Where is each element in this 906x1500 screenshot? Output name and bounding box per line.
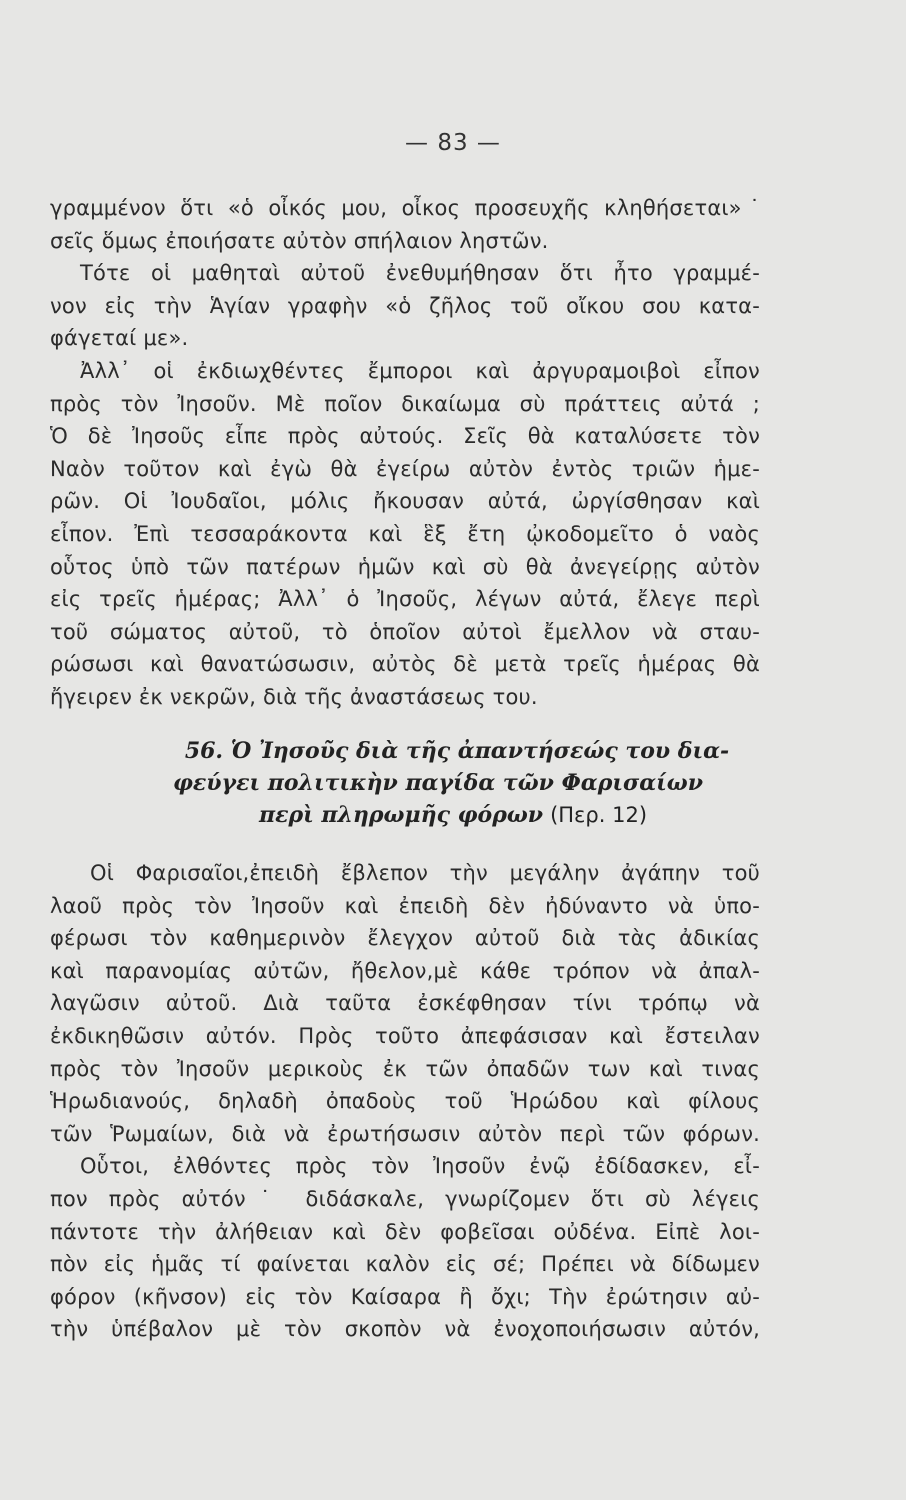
text-line: φέρωσι τὸν καθημερινὸν ἔλεγχον αὐτοῦ διὰ τὰς ἀδικίας bbox=[50, 926, 760, 951]
text-line: ἤγειρεν ἐκ νεκρῶν, διὰ τῆς ἀναστάσεως του. bbox=[50, 684, 538, 709]
page-number: — 83 — bbox=[405, 130, 501, 156]
text-line: Ναὸν τοῦτον καὶ ἐγὼ θὰ ἐγείρω αὐτὸν ἐντὸς τριῶν ἡμε- bbox=[50, 456, 760, 481]
section-heading bbox=[0, 735, 906, 832]
text-line: σεῖς ὅμως ἐποιήσατε αὐτὸν σπήλαιον ληστῶν. bbox=[50, 228, 549, 253]
text-line: πὸν εἰς ἡμᾶς τί φαίνεται καλὸν εἰς σέ; Πρέπει νὰ δίδωμεν bbox=[50, 1252, 760, 1277]
text-line: Ἀλλ᾽ οἱ ἐκδιωχθέντες ἔμποροι καὶ ἀργυραμοιβοὶ εἶπον bbox=[80, 358, 760, 383]
text-line: καὶ παρανομίας αὐτῶν, ἤθελον,μὲ κάθε τρόπον νὰ ἀπαλ- bbox=[50, 958, 760, 983]
text-line: λαοῦ πρὸς τὸν Ἰησοῦν καὶ ἐπειδὴ δὲν ἠδύναντο νὰ ὑπο- bbox=[50, 893, 760, 918]
text-line: γραμμένον ὅτι «ὁ οἶκός μου, οἶκος προσευχῆς κληθήσεται»˙ bbox=[50, 196, 760, 220]
section-heading-line: 56. Ὁ Ἰησοῦς διὰ τῆς ἀπαντήσεώς του δια- bbox=[184, 738, 730, 764]
text-line: τοῦ σώματος αὐτοῦ, τὸ ὁποῖον αὐτοὶ ἔμελλον νὰ σταυ- bbox=[50, 619, 760, 644]
text-line: πρὸς τὸν Ἰησοῦν μερικοὺς ἐκ τῶν ὀπαδῶν των καὶ τινας bbox=[50, 1056, 760, 1081]
text-line: Ὁ δὲ Ἰησοῦς εἶπε πρὸς αὐτούς. Σεῖς θὰ καταλύσετε τὸν bbox=[50, 424, 760, 449]
text-line: πάντοτε τὴν ἀλήθειαν καὶ δὲν φοβεῖσαι οὐδένα. Εἰπὲ λοι- bbox=[50, 1219, 760, 1244]
section-reference: (Περ. 12) bbox=[550, 803, 648, 827]
section-heading-main: περὶ πληρωμῆς φόρων bbox=[258, 802, 544, 828]
text-line: Ἡρωδιανούς, δηλαδὴ ὀπαδοὺς τοῦ Ἡρώδου καὶ φίλους bbox=[50, 1089, 760, 1114]
text-line: πον πρὸς αὐτόν˙ διδάσκαλε, γνωρίζομεν ὅτι σὺ λέγεις bbox=[50, 1186, 760, 1211]
text-line: Οἱ Φαρισαῖοι,ἐπειδὴ ἔβλεπον τὴν μεγάλην ἀγάπην τοῦ bbox=[90, 861, 760, 885]
text-line: φόρον (κῆνσον) εἰς τὸν Καίσαρα ἢ ὄχι; Τὴν ἐρώτησιν αὐ- bbox=[50, 1284, 760, 1309]
text-line: Οὗτοι, ἐλθόντες πρὸς τὸν Ἰησοῦν ἐνῷ ἐδίδασκεν, εἶ- bbox=[80, 1154, 760, 1179]
text-line: τὴν ὑπέβαλον μὲ τὸν σκοπὸν νὰ ἐνοχοποιήσωσιν αὐτόν, bbox=[50, 1317, 760, 1342]
text-line: νον εἰς τὴν Ἁγίαν γραφὴν «ὁ ζῆλος τοῦ οἴκου σου κατα- bbox=[50, 293, 760, 318]
text-line: οὗτος ὑπὸ τῶν πατέρων ἡμῶν καὶ σὺ θὰ ἀνεγείρῃς αὐτὸν bbox=[50, 554, 760, 579]
text-line: τῶν Ῥωμαίων, διὰ νὰ ἐρωτήσωσιν αὐτὸν περὶ τῶν φόρων. bbox=[50, 1121, 760, 1146]
text-line: λαγῶσιν αὐτοῦ. Διὰ ταῦτα ἐσκέφθησαν τίνι τρόπῳ νὰ bbox=[50, 991, 760, 1016]
text-line: Τότε οἱ μαθηταὶ αὐτοῦ ἐνεθυμήθησαν ὅτι ἦτο γραμμέ- bbox=[80, 261, 760, 286]
text-line: ρώσωσι καὶ θανατώσωσιν, αὐτὸς δὲ μετὰ τρεῖς ἡμέρας θὰ bbox=[50, 652, 760, 677]
section-heading-line: φεύγει πολιτικὴν παγίδα τῶν Φαρισαίων bbox=[173, 770, 703, 796]
text-line: πρὸς τὸν Ἰησοῦν. Μὲ ποῖον δικαίωμα σὺ πράττεις αὐτά ; bbox=[50, 391, 760, 416]
text-line: ἐκδικηθῶσιν αὐτόν. Πρὸς τοῦτο ἀπεφάσισαν καὶ ἔστειλαν bbox=[50, 1023, 760, 1048]
top-text-block bbox=[50, 192, 760, 714]
text-line: ρῶν. Οἱ Ἰουδαῖοι, μόλις ἤκουσαν αὐτά, ὠργίσθησαν καὶ bbox=[50, 489, 760, 514]
text-line: εἶπον. Ἐπὶ τεσσαράκοντα καὶ ἓξ ἔτη ᾠκοδομεῖτο ὁ ναὸς bbox=[50, 521, 760, 546]
text-line: φάγεταί με». bbox=[50, 326, 189, 351]
bottom-text-block bbox=[50, 857, 760, 1346]
text-line: εἰς τρεῖς ἡμέρας; Ἀλλ᾽ ὁ Ἰησοῦς, λέγων αὐτά, ἔλεγε περὶ bbox=[50, 587, 760, 612]
section-heading-line bbox=[0, 799, 906, 832]
